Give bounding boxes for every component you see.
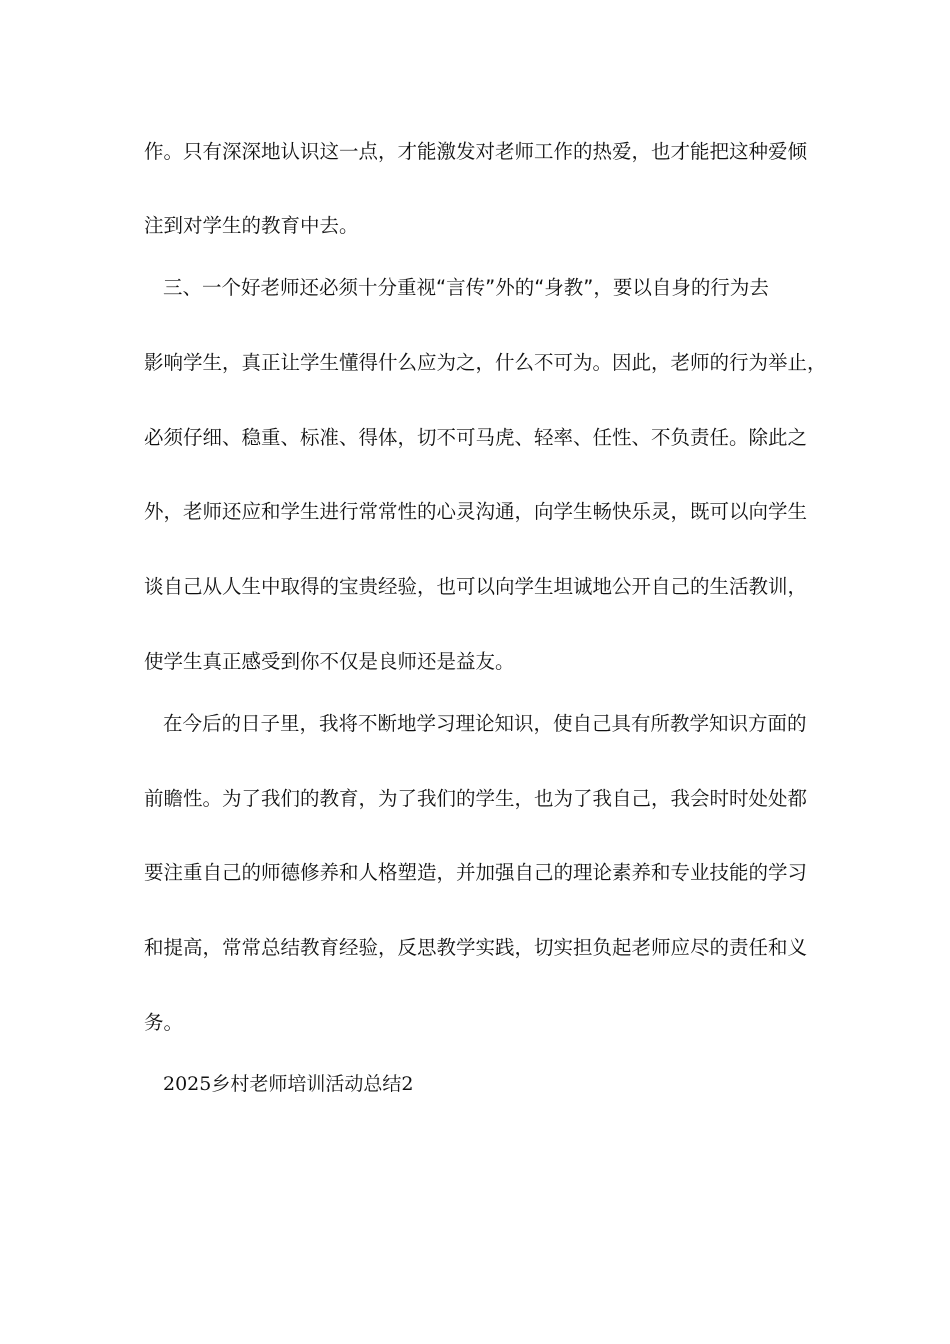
paragraph-2-line-1: 三、一个好老师还必须十分重视“言传”外的“身教”，要以自身的行为去 <box>163 276 769 299</box>
paragraph-1-line-2: 注到对学生的教育中去。 <box>144 214 359 237</box>
paragraph-2-line-4: 外，老师还应和学生进行常常性的心灵沟通，向学生畅快乐灵，既可以向学生 <box>144 500 808 523</box>
paragraph-2-line-6: 使学生真正感受到你不仅是良师还是益友。 <box>144 650 515 673</box>
paragraph-2-line-3: 必须仔细、稳重、标准、得体，切不可马虎、轻率、任性、不负责任。除此之 <box>144 426 808 449</box>
paragraph-3-line-3: 要注重自己的师德修养和人格塑造，并加强自己的理论素养和专业技能的学习 <box>144 861 808 884</box>
section-heading: 2025乡村老师培训活动总结2 <box>163 1073 414 1095</box>
paragraph-3-line-1: 在今后的日子里，我将不断地学习理论知识，使自己具有所教学知识方面的 <box>163 712 807 735</box>
paragraph-3-line-5: 务。 <box>144 1011 184 1034</box>
paragraph-2-line-5: 谈自己从人生中取得的宝贵经验，也可以向学生坦诚地公开自己的生活教训， <box>144 575 808 598</box>
paragraph-1-line-1: 作。只有深深地认识这一点，才能激发对老师工作的热爱，也才能把这种爱倾 <box>144 140 808 163</box>
paragraph-2-line-2: 影响学生，真正让学生懂得什么应为之，什么不可为。因此，老师的行为举止， <box>144 351 827 374</box>
paragraph-3-line-4: 和提高，常常总结教育经验，反思教学实践，切实担负起老师应尽的责任和义 <box>144 936 808 959</box>
paragraph-3-line-2: 前瞻性。为了我们的教育，为了我们的学生，也为了我自己，我会时时处处都 <box>144 787 808 810</box>
